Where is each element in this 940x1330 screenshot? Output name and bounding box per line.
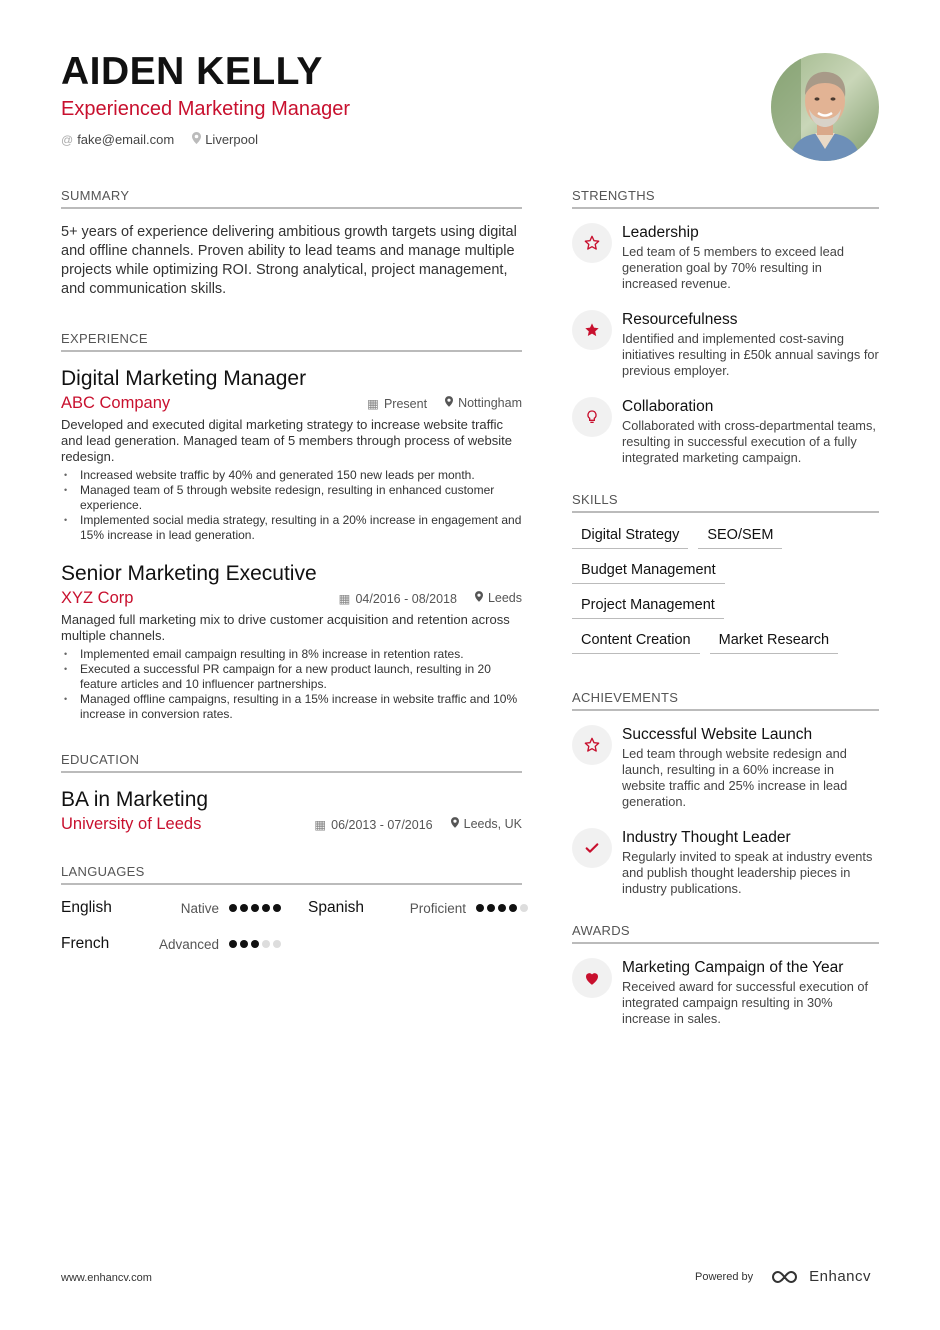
job-dates: ▦ Present [367, 397, 428, 411]
experience-heading: EXPERIENCE [61, 331, 522, 352]
strength-desc: Collaborated with cross-departmental teams, resulting in successful execution of a fully integrated marketing campaign. [622, 418, 876, 465]
language-level: Advanced [158, 936, 219, 952]
rating-dot [273, 904, 281, 912]
achievement-title: Industry Thought Leader [622, 829, 791, 846]
rating-dot [498, 904, 506, 912]
strength-item [572, 223, 879, 292]
skill-tag: Project Management [572, 597, 724, 619]
strength-desc: Identified and implemented cost-saving initiatives resulting in £50k annual savings for previous employer. [622, 331, 879, 378]
skill-tag: Market Research [710, 632, 838, 654]
language-name: French [61, 935, 110, 952]
rating-dot [229, 940, 237, 948]
location-pin-icon [192, 132, 201, 147]
school-name: University of Leeds [61, 815, 202, 833]
job-description: Managed full marketing mix to drive customer acquisition and retention across multiple channels. [61, 612, 510, 643]
skills-list [572, 527, 879, 654]
rating-dot [262, 904, 270, 912]
job-bullet: • Increased website traffic by 40% and generated 150 new leads per month. [61, 468, 522, 483]
job-location: Nottingham [445, 396, 522, 411]
heart-icon [572, 958, 612, 998]
language-item [308, 899, 528, 917]
contact-info [61, 132, 741, 147]
languages-list [61, 899, 522, 953]
achievement-item [572, 725, 879, 810]
achievement-item [572, 828, 879, 897]
education-heading: EDUCATION [61, 752, 522, 773]
contact-location [192, 132, 258, 147]
brand-name: Enhancv [809, 1268, 871, 1285]
skill-tag: Content Creation [572, 632, 700, 654]
achievements-heading: ACHIEVEMENTS [572, 690, 879, 711]
location-text: Liverpool [205, 132, 258, 147]
awards-heading: AWARDS [572, 923, 879, 944]
star-outline-icon [572, 725, 612, 765]
company-name: ABC Company [61, 394, 171, 412]
company-name: XYZ Corp [61, 589, 134, 607]
skills-heading: SKILLS [572, 492, 879, 513]
rating-dot [476, 904, 484, 912]
candidate-name: AIDEN KELLY [61, 50, 323, 93]
rating-dot [520, 904, 528, 912]
at-icon: @ [61, 132, 74, 147]
job-bullet: • Implemented email campaign resulting in 8% increase in retention rates. [61, 647, 522, 662]
rating-dot [251, 904, 259, 912]
language-name: English [61, 899, 112, 916]
education-location: Leeds, UK [451, 817, 522, 832]
rating-dot [262, 940, 270, 948]
powered-by-label: Powered by [695, 1270, 754, 1283]
language-item [61, 899, 281, 917]
language-rating [229, 904, 281, 912]
language-item [61, 935, 281, 953]
job-bullet: • Managed team of 5 through website redesign, resulting in enhanced customer experience. [61, 483, 522, 513]
location-pin-icon [475, 591, 483, 605]
job-bullet: • Implemented social media strategy, resulting in a 20% increase in engagement and 15% increase in lead generation. [61, 513, 522, 543]
achievement-desc: Led team through website redesign and launch, resulting in a 60% increase in website traffic and 25% increase in lead generation. [622, 746, 848, 809]
contact-email[interactable] [61, 132, 174, 147]
resume-header [61, 50, 741, 147]
brand-logo[interactable] [771, 1268, 871, 1285]
location-pin-icon [445, 396, 453, 410]
checkmark-icon [572, 828, 612, 868]
rating-dot [240, 940, 248, 948]
rating-dot [251, 940, 259, 948]
language-level: Native [180, 900, 219, 916]
enhancv-logo-icon [771, 1269, 803, 1285]
language-level: Proficient [409, 900, 466, 916]
job-location: Leeds [475, 591, 522, 606]
strength-title: Leadership [622, 224, 699, 241]
strength-title: Resourcefulness [622, 311, 738, 328]
degree-title: BA in Marketing [61, 788, 209, 811]
job-title: Senior Marketing Executive [61, 562, 317, 585]
footer-website[interactable]: www.enhancv.com [61, 1272, 152, 1284]
education-entry [61, 787, 522, 834]
candidate-role: Experienced Marketing Manager [61, 98, 351, 120]
lightbulb-icon [572, 397, 612, 437]
summary-heading: SUMMARY [61, 188, 522, 209]
award-title: Marketing Campaign of the Year [622, 959, 844, 976]
languages-heading: LANGUAGES [61, 864, 522, 885]
award-desc: Received award for successful execution of integrated campaign resulting in 30% increase in sales. [622, 979, 869, 1026]
profile-photo [771, 53, 879, 161]
strength-item [572, 397, 879, 466]
language-name: Spanish [308, 899, 365, 916]
rating-dot [487, 904, 495, 912]
skill-tag: Budget Management [572, 562, 725, 584]
email-text: fake@email.com [77, 132, 175, 147]
summary-text: 5+ years of experience delivering ambitious growth targets using digital and offline channels. Proven ability to lead teams and manage multiple projects while optimizing ROI. Strong analytical, project management, and communication skills. [61, 224, 517, 297]
job-bullet: • Executed a successful PR campaign for a new product launch, resulting in 20 feature articles and 10 influencer partnerships. [61, 662, 522, 692]
right-column [572, 188, 879, 1045]
rating-dot [509, 904, 517, 912]
skill-tag: SEO/SEM [698, 527, 782, 549]
star-filled-icon [572, 310, 612, 350]
skill-tag: Digital Strategy [572, 527, 688, 549]
calendar-icon: ▦ [314, 818, 327, 832]
achievement-title: Successful Website Launch [622, 726, 813, 743]
job-bullets [61, 468, 522, 543]
strength-title: Collaboration [622, 398, 714, 415]
star-outline-icon [572, 223, 612, 263]
achievement-desc: Regularly invited to speak at industry events and publish thought leadership pieces in industry publications. [622, 849, 873, 896]
job-description: Developed and executed digital marketing strategy to increase website traffic and lead generation. Managed team of 5 members through process of website redesign. [61, 417, 512, 464]
rating-dot [229, 904, 237, 912]
job-dates: ▦ 04/2016 - 08/2018 [338, 592, 457, 606]
strength-desc: Led team of 5 members to exceed lead generation goal by 70% resulting in increased revenue. [622, 244, 844, 291]
language-rating [476, 904, 528, 912]
left-column [61, 188, 522, 953]
job-entry [61, 561, 522, 722]
job-entry [61, 366, 522, 543]
calendar-icon: ▦ [338, 592, 351, 606]
award-item [572, 958, 879, 1027]
job-bullet: • Managed offline campaigns, resulting in a 15% increase in website traffic and 10% increase in conversion rates. [61, 692, 522, 722]
rating-dot [240, 904, 248, 912]
location-pin-icon [451, 817, 459, 831]
language-rating [229, 940, 281, 948]
strengths-heading: STRENGTHS [572, 188, 879, 209]
calendar-icon: ▦ [367, 397, 379, 411]
footer-branding [695, 1268, 871, 1285]
education-dates: ▦ 06/2013 - 07/2016 [314, 818, 433, 832]
job-title: Digital Marketing Manager [61, 367, 307, 390]
strength-item [572, 310, 879, 379]
job-bullets [61, 647, 522, 722]
rating-dot [273, 940, 281, 948]
